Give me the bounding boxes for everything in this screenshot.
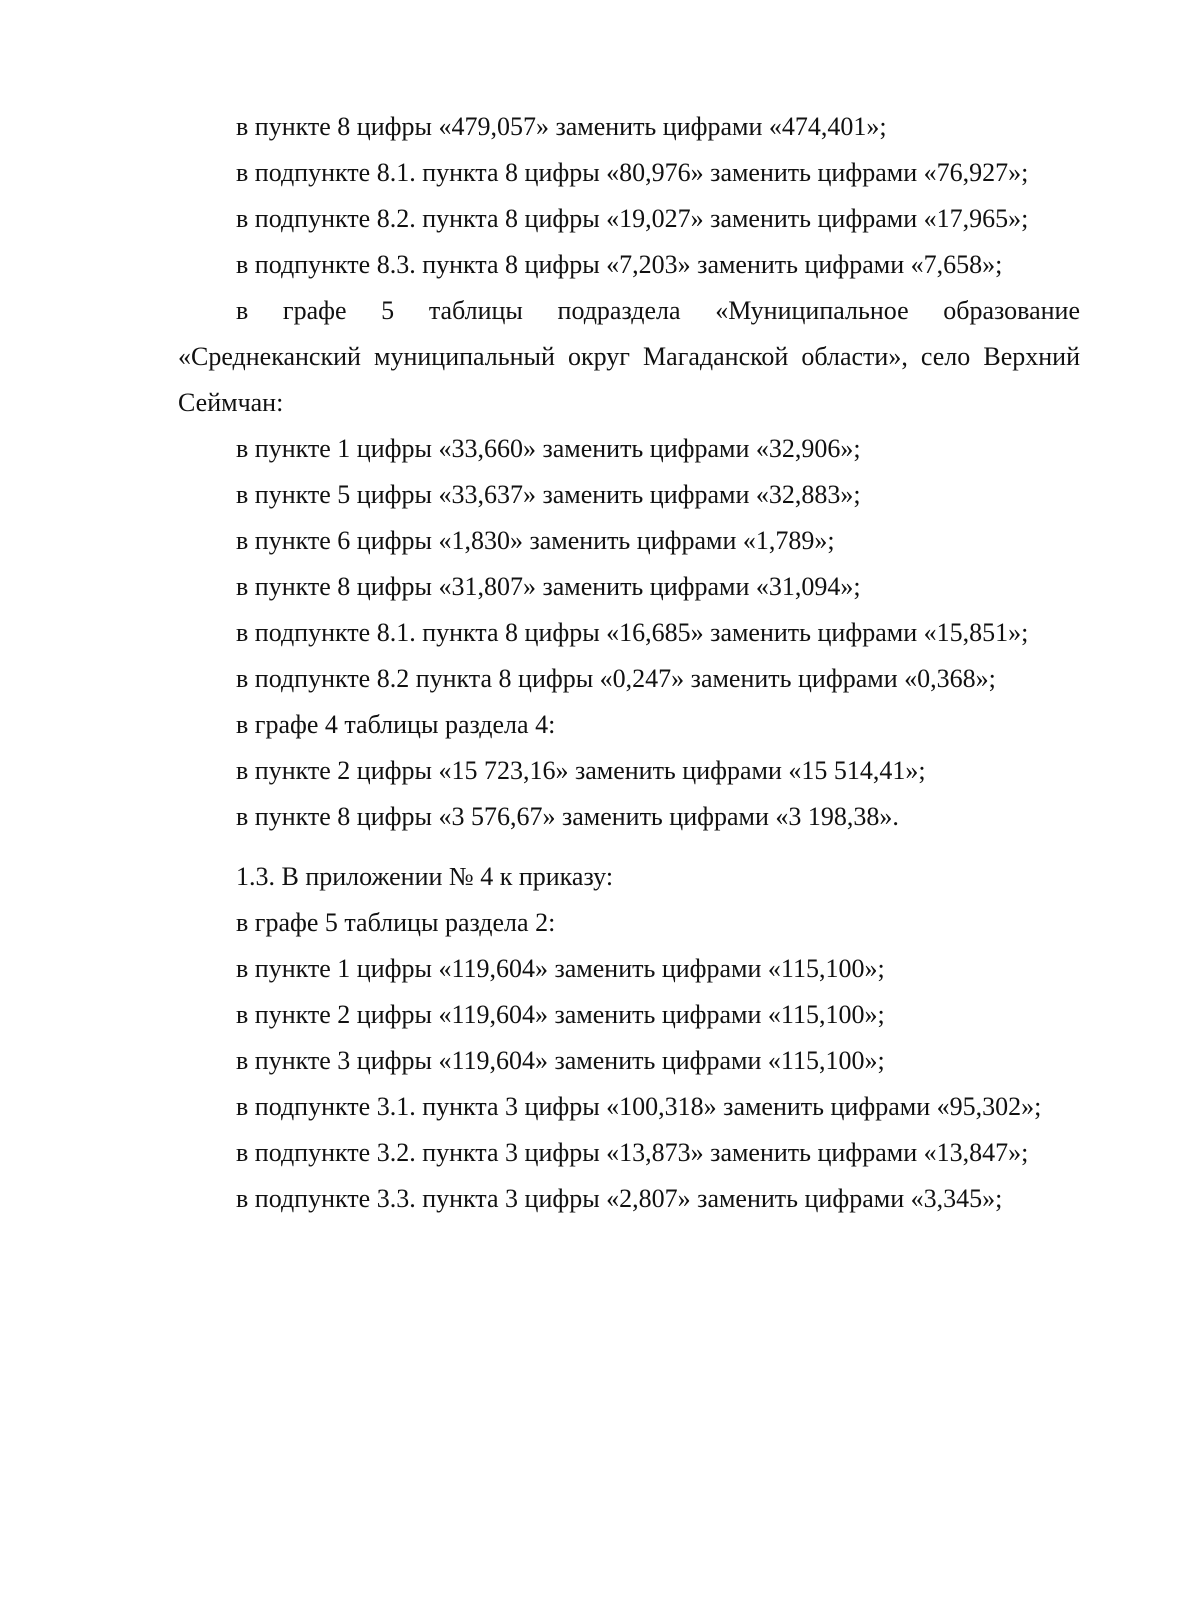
paragraph: в подпункте 8.2. пункта 8 цифры «19,027» заменить цифрами «17,965»; (236, 204, 1029, 233)
paragraph: в подпункте 3.1. пункта 3 цифры «100,318» заменить цифрами «95,302»; (236, 1092, 1042, 1121)
paragraph: в пункте 1 цифры «33,660» заменить цифрами «32,906»; (236, 434, 861, 463)
paragraph: в пункте 3 цифры «119,604» заменить цифрами «115,100»; (236, 1046, 885, 1075)
paragraph: в подпункте 8.3. пункта 8 цифры «7,203» заменить цифрами «7,658»; (236, 250, 1003, 279)
section-heading: 1.3. В приложении № 4 к приказу: (236, 862, 614, 891)
paragraph: в графе 4 таблицы раздела 4: (236, 710, 556, 739)
paragraph: в подпункте 8.2 пункта 8 цифры «0,247» заменить цифрами «0,368»; (236, 664, 996, 693)
paragraph: в пункте 1 цифры «119,604» заменить цифрами «115,100»; (236, 954, 885, 983)
paragraph: в пункте 8 цифры «479,057» заменить цифрами «474,401»; (236, 112, 887, 141)
paragraph: в подпункте 8.1. пункта 8 цифры «80,976» заменить цифрами «76,927»; (236, 158, 1029, 187)
paragraph: в пункте 5 цифры «33,637» заменить цифрами «32,883»; (236, 480, 861, 509)
paragraph: в пункте 6 цифры «1,830» заменить цифрами «1,789»; (236, 526, 835, 555)
paragraph: в подпункте 8.1. пункта 8 цифры «16,685» заменить цифрами «15,851»; (236, 618, 1029, 647)
paragraph: в подпункте 3.3. пункта 3 цифры «2,807» заменить цифрами «3,345»; (236, 1184, 1003, 1213)
paragraph: в пункте 8 цифры «31,807» заменить цифрами «31,094»; (236, 572, 861, 601)
document-body (178, 104, 1080, 1222)
paragraph: в пункте 2 цифры «15 723,16» заменить цифрами «15 514,41»; (236, 756, 926, 785)
paragraph: в подпункте 3.2. пункта 3 цифры «13,873» заменить цифрами «13,847»; (236, 1138, 1029, 1167)
section-spacer (178, 840, 1080, 854)
paragraph: в графе 5 таблицы раздела 2: (236, 908, 556, 937)
paragraph: в графе 5 таблицы подраздела «Муниципальное образование «Среднеканский муниципальный округ Магаданской области», село Верхний Сеймчан: (178, 296, 1080, 417)
paragraph: в пункте 8 цифры «3 576,67» заменить цифрами «3 198,38». (236, 802, 899, 831)
paragraph: в пункте 2 цифры «119,604» заменить цифрами «115,100»; (236, 1000, 885, 1029)
